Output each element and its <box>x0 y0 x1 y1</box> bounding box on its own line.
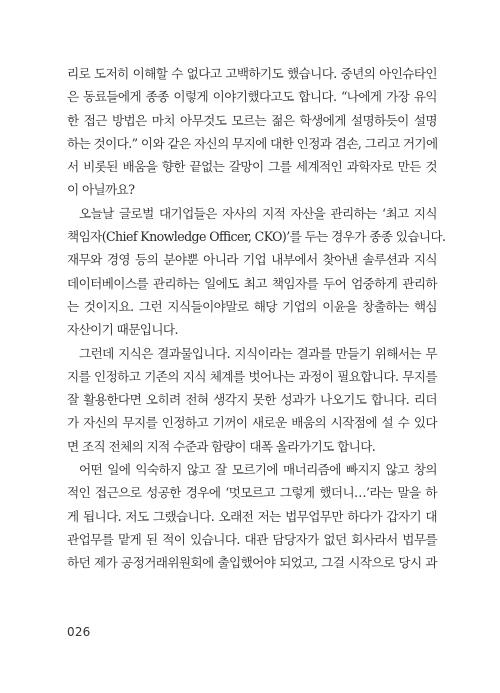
text-line: 는 것이지요. 그런 지식들이야말로 해당 기업의 이윤을 창출하는 핵심 <box>67 298 437 314</box>
text-line: 한 접근 방법은 마치 아무것도 모르는 젊은 학생에게 설명하듯이 설명 <box>67 112 437 128</box>
text-line: 재무와 경영 등의 분야뿐 아니라 기업 내부에서 찾아낸 솔루션과 지식 <box>67 252 437 268</box>
text-line: 서 비롯된 배움을 향한 끝없는 갈망이 그를 세계적인 과학자로 만든 것 <box>67 159 437 175</box>
text-line: 하는 것이다.” 이와 같은 자신의 무지에 대한 인정과 겸손, 그리고 거기에 <box>67 135 438 151</box>
body-text <box>67 62 446 575</box>
text-line: 데이터베이스를 관리하는 일에도 최고 책임자를 두어 엄중하게 관리하 <box>67 275 437 291</box>
text-line: 리로 도저히 이해할 수 없다고 고백하기도 했습니다. 중년의 아인슈타인 <box>67 66 437 81</box>
text-line: 잘 활용한다면 오히려 전혀 생각지 못한 성과가 나오기도 합니다. 리더 <box>67 392 437 408</box>
text-line: 적인 접근으로 성공한 경우에 ‘멋모르고 그렇게 했더니…’라는 말을 하 <box>67 485 437 501</box>
text-line: 이 아닐까요? <box>67 182 135 198</box>
text-line: 면 조직 전체의 지적 수준과 함량이 대폭 올라가기도 합니다. <box>67 438 376 454</box>
text-line: 하던 제가 공정거래위원회에 출입했어야 되었고, 그걸 시작으로 당시 과 <box>67 555 437 571</box>
text-line: 그런데 지식은 결과물입니다. 지식이라는 결과를 만들기 위해서는 무 <box>79 345 437 361</box>
text-line: 은 동료들에게 종종 이렇게 이야기했다고도 합니다. “나에게 가장 유익 <box>67 89 437 105</box>
text-line: 게 됩니다. 저도 그랬습니다. 오래전 저는 법무업무만 하다가 갑자기 대 <box>67 508 437 524</box>
text-line: 관업무를 맡게 된 적이 있습니다. 대관 담당자가 없던 회사라서 법무를 <box>67 531 437 547</box>
text-line: 지를 인정하고 기존의 지식 체계를 벗어나는 과정이 필요합니다. 무지를 <box>67 368 437 384</box>
text-line: 가 자신의 무지를 인정하고 기꺼이 새로운 배움의 시작점에 설 수 있다 <box>67 415 437 431</box>
text-line: 어떤 일에 익숙하지 않고 잘 모르기에 매너리즘에 빠지지 않고 창의 <box>79 462 437 478</box>
page-number: 026 <box>67 625 91 639</box>
text-line: 오늘날 글로벌 대기업들은 자사의 지적 자산을 관리하는 ‘최고 지식 <box>79 205 437 221</box>
text-line: 자산이기 때문입니다. <box>67 322 178 338</box>
text-line: 책임자(Chief Knowledge Officer, CKO)’를 두는 경우가 종종 있습니다. <box>67 229 446 245</box>
